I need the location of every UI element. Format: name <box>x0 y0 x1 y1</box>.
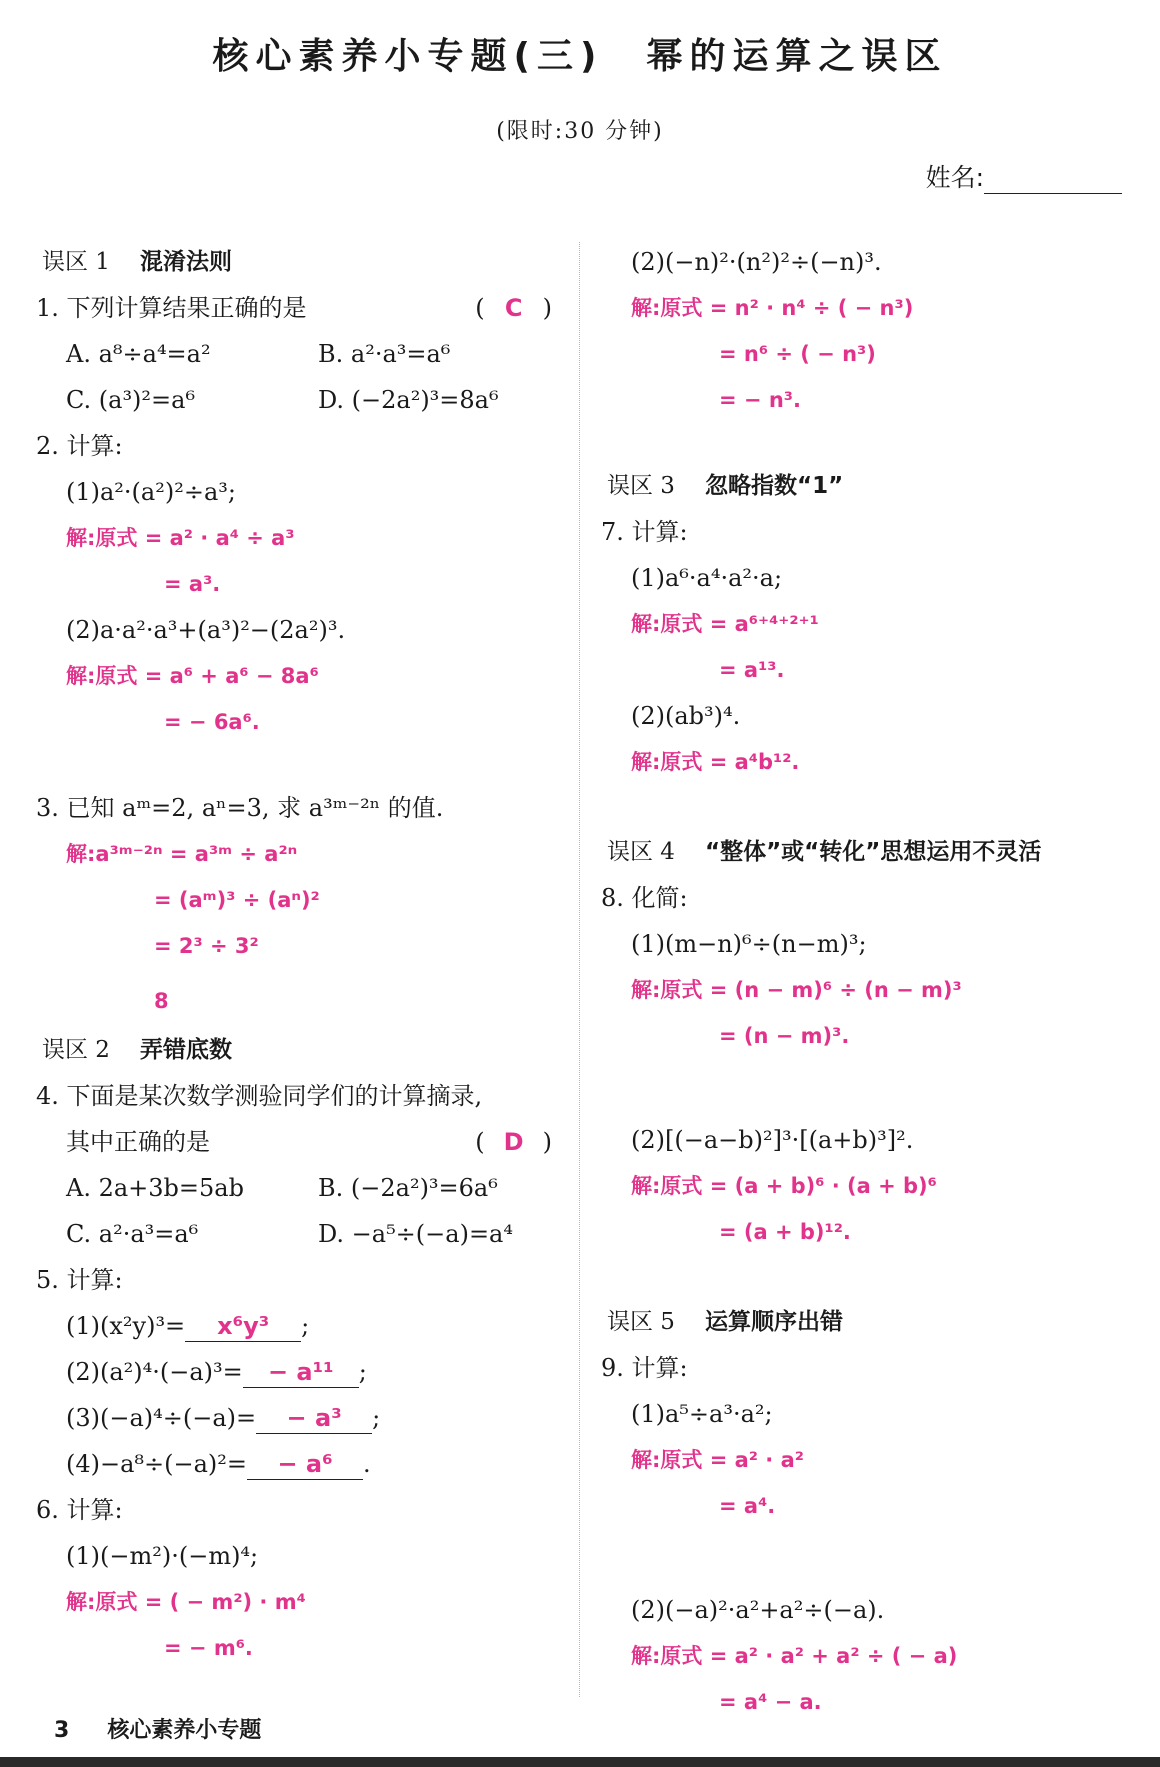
line-text: (2)[(−a−b)²]³·[(a+b)³]². <box>631 1126 914 1154</box>
name-field <box>926 158 1122 194</box>
solution-line <box>36 926 566 972</box>
question-line <box>36 1444 566 1490</box>
line-text: 解:原式 = (a + b)⁶ · (a + b)⁶ <box>631 1174 937 1198</box>
choice-option: B. (−2a²)³=6a⁶ <box>318 1174 498 1202</box>
line-text: (2)a·a²·a³+(a³)²−(2a²)³. <box>66 616 346 644</box>
line-text: = a⁴. <box>719 1494 776 1518</box>
line-text: (1)(−m²)·(−m)⁴; <box>66 1542 259 1570</box>
question-line <box>36 610 566 656</box>
line-text: 5. 计算: <box>36 1266 123 1294</box>
solution-line <box>36 972 566 1030</box>
solution-line <box>601 334 1131 380</box>
question-line <box>601 924 1131 970</box>
choice-answer: D <box>503 1128 524 1156</box>
line-text: 7. 计算: <box>601 518 688 546</box>
line-text: = n⁶ ÷ ( − n³) <box>719 342 876 366</box>
right-column <box>601 242 1131 1728</box>
line-text: (2)(−n)²·(n²)²÷(−n)³. <box>631 248 882 276</box>
solution-line <box>601 650 1131 696</box>
line-text: 6. 计算: <box>36 1496 123 1524</box>
choice-option: A. a⁸÷a⁴=a² <box>66 340 211 368</box>
line-text: 8. 化简: <box>601 884 688 912</box>
name-label: 姓名: <box>925 163 984 192</box>
name-blank[interactable] <box>984 167 1122 194</box>
line-text: = (n − m)³. <box>719 1024 850 1048</box>
answer-blank[interactable]: − a³ <box>256 1403 372 1434</box>
page-footer <box>54 1713 299 1744</box>
time-limit: (限时:30 分钟) <box>496 119 664 144</box>
section-title: “整体”或“转化”思想运用不灵活 <box>704 839 1042 865</box>
question-line <box>601 242 1131 288</box>
line-text: 解:原式 = (n − m)⁶ ÷ (n − m)³ <box>631 978 962 1002</box>
line-text: (2)(−a)²·a²+a²÷(−a). <box>631 1596 885 1624</box>
solution-line <box>601 970 1131 1016</box>
line-text: = (aᵐ)³ ÷ (aⁿ)² <box>154 888 320 912</box>
solution-line <box>36 656 566 702</box>
question-line <box>601 1394 1131 1440</box>
choice-option: C. a²·a³=a⁶ <box>66 1220 199 1248</box>
choice-option: D. −a⁵÷(−a)=a⁴ <box>318 1220 513 1248</box>
line-text: 解:原式 = a⁴b¹². <box>631 750 800 774</box>
line-text: 解:原式 = a² · a² <box>631 1448 804 1472</box>
section-number: 误区 2 <box>42 1037 110 1063</box>
line-text: 1. 下列计算结果正确的是 <box>36 294 307 322</box>
answer-parentheses: ( C ) <box>475 288 552 328</box>
choice-option: D. (−2a²)³=8a⁶ <box>318 386 499 414</box>
line-text: 解:原式 = a² · a⁴ ÷ a³ <box>66 526 295 550</box>
line-text: 解:原式 = n² · n⁴ ÷ ( − n³) <box>631 296 914 320</box>
solution-line <box>601 380 1131 426</box>
question-line <box>36 472 566 518</box>
punctuation: ; <box>301 1312 310 1340</box>
question-line <box>36 1168 566 1214</box>
line-text: (1)a⁵÷a³·a²; <box>631 1400 773 1428</box>
choice-option: A. 2a+3b=5ab <box>66 1174 244 1202</box>
section-heading <box>36 242 566 288</box>
section-heading <box>601 1302 1131 1348</box>
section-number: 误区 5 <box>607 1309 675 1335</box>
line-text: (2)(a²)⁴·(−a)³= <box>66 1358 243 1386</box>
choice-answer: C <box>504 294 523 322</box>
choice-option: B. a²·a³=a⁶ <box>318 340 451 368</box>
line-text: = − n³. <box>719 388 801 412</box>
solution-line <box>601 604 1131 650</box>
question-line <box>36 426 566 472</box>
line-text: = − m⁶. <box>164 1636 253 1660</box>
line-text: 其中正确的是 <box>66 1128 210 1156</box>
section-number: 误区 1 <box>42 249 110 275</box>
solution-line <box>601 1016 1131 1062</box>
line-text: = a³. <box>164 572 221 596</box>
line-text: (1)a²·(a²)²÷a³; <box>66 478 236 506</box>
question-line <box>36 1352 566 1398</box>
solution-line <box>601 1682 1131 1728</box>
page-title: 核心素养小专题(三) 幂的运算之误区 <box>212 36 948 77</box>
line-text: 解:原式 = ( − m²) · m⁴ <box>66 1590 306 1614</box>
line-text: (1)(x²y)³= <box>66 1312 186 1340</box>
section-heading <box>36 1030 566 1076</box>
question-line <box>601 1348 1131 1394</box>
answer-blank[interactable]: − a¹¹ <box>243 1357 359 1388</box>
question-line <box>601 558 1131 604</box>
question-line <box>36 288 566 334</box>
question-line <box>36 380 566 426</box>
line-text: (2)(ab³)⁴. <box>631 702 741 730</box>
solution-line <box>36 1628 566 1674</box>
line-text: (1)(m−n)⁶÷(n−m)³; <box>631 930 867 958</box>
answer-blank[interactable]: − a⁶ <box>247 1449 363 1480</box>
punctuation: ; <box>372 1404 381 1432</box>
line-text: (3)(−a)⁴÷(−a)= <box>66 1404 257 1432</box>
solution-line <box>601 288 1131 334</box>
question-line <box>36 1398 566 1444</box>
choice-option: C. (a³)²=a⁶ <box>66 386 196 414</box>
line-text: = a⁴ − a. <box>719 1690 822 1714</box>
solution-line <box>36 564 566 610</box>
solution-line <box>36 1582 566 1628</box>
section-heading <box>601 466 1131 512</box>
line-text: 解:a³ᵐ⁻²ⁿ = a³ᵐ ÷ a²ⁿ <box>66 842 298 866</box>
question-line <box>36 1214 566 1260</box>
line-text: 解:原式 = a⁶⁺⁴⁺²⁺¹ <box>631 612 819 636</box>
section-title: 弄错底数 <box>139 1037 232 1063</box>
bottom-bar <box>0 1757 1160 1767</box>
solution-line <box>601 1212 1131 1258</box>
line-text: 解:原式 = a⁶ + a⁶ − 8a⁶ <box>66 664 319 688</box>
section-title: 忽略指数“1” <box>704 473 844 499</box>
solution-line <box>601 1486 1131 1532</box>
answer-parentheses: ( D ) <box>475 1122 552 1162</box>
left-column <box>36 242 566 1674</box>
line-text: 解:原式 = a² · a² + a² ÷ ( − a) <box>631 1644 958 1668</box>
section-heading <box>601 832 1131 878</box>
question-line <box>601 878 1131 924</box>
line-text: 3. 已知 aᵐ=2, aⁿ=3, 求 a³ᵐ⁻²ⁿ 的值. <box>36 794 444 822</box>
solution-line <box>36 702 566 748</box>
punctuation: . <box>363 1450 371 1478</box>
question-line <box>36 1122 566 1168</box>
line-text: (4)−a⁸÷(−a)²= <box>66 1450 248 1478</box>
footer-label: 核心素养小专题 <box>107 1718 262 1743</box>
question-line <box>36 788 566 834</box>
punctuation: ; <box>358 1358 367 1386</box>
solution-line <box>36 880 566 926</box>
question-line <box>36 1536 566 1582</box>
solution-line <box>601 1166 1131 1212</box>
question-line <box>36 1490 566 1536</box>
question-line <box>601 1120 1131 1166</box>
column-divider <box>579 242 580 1697</box>
line-text: = − 6a⁶. <box>164 710 260 734</box>
line-text: 2. 计算: <box>36 432 123 460</box>
line-text: (1)a⁶·a⁴·a²·a; <box>631 564 783 592</box>
solution-line <box>601 1440 1131 1486</box>
solution-line <box>36 834 566 880</box>
question-line <box>36 1260 566 1306</box>
question-line <box>36 1076 566 1122</box>
section-number: 8 <box>154 989 169 1013</box>
page-number: 3 <box>54 1718 70 1743</box>
solution-line <box>36 518 566 564</box>
answer-blank[interactable]: x⁶y³ <box>185 1311 301 1342</box>
line-text: 4. 下面是某次数学测验同学们的计算摘录, <box>36 1082 483 1110</box>
solution-line <box>601 742 1131 788</box>
line-text: 9. 计算: <box>601 1354 688 1382</box>
question-line <box>601 1590 1131 1636</box>
question-line <box>36 1306 566 1352</box>
line-text: = a¹³. <box>719 658 785 682</box>
section-number: 误区 3 <box>607 473 675 499</box>
section-title: 运算顺序出错 <box>704 1309 843 1335</box>
section-number: 误区 4 <box>607 839 675 865</box>
line-text: = 2³ ÷ 3² <box>154 934 259 958</box>
section-title: 混淆法则 <box>139 249 232 275</box>
line-text: = (a + b)¹². <box>719 1220 851 1244</box>
question-line <box>601 512 1131 558</box>
question-line <box>601 696 1131 742</box>
question-line <box>36 334 566 380</box>
solution-line <box>601 1636 1131 1682</box>
